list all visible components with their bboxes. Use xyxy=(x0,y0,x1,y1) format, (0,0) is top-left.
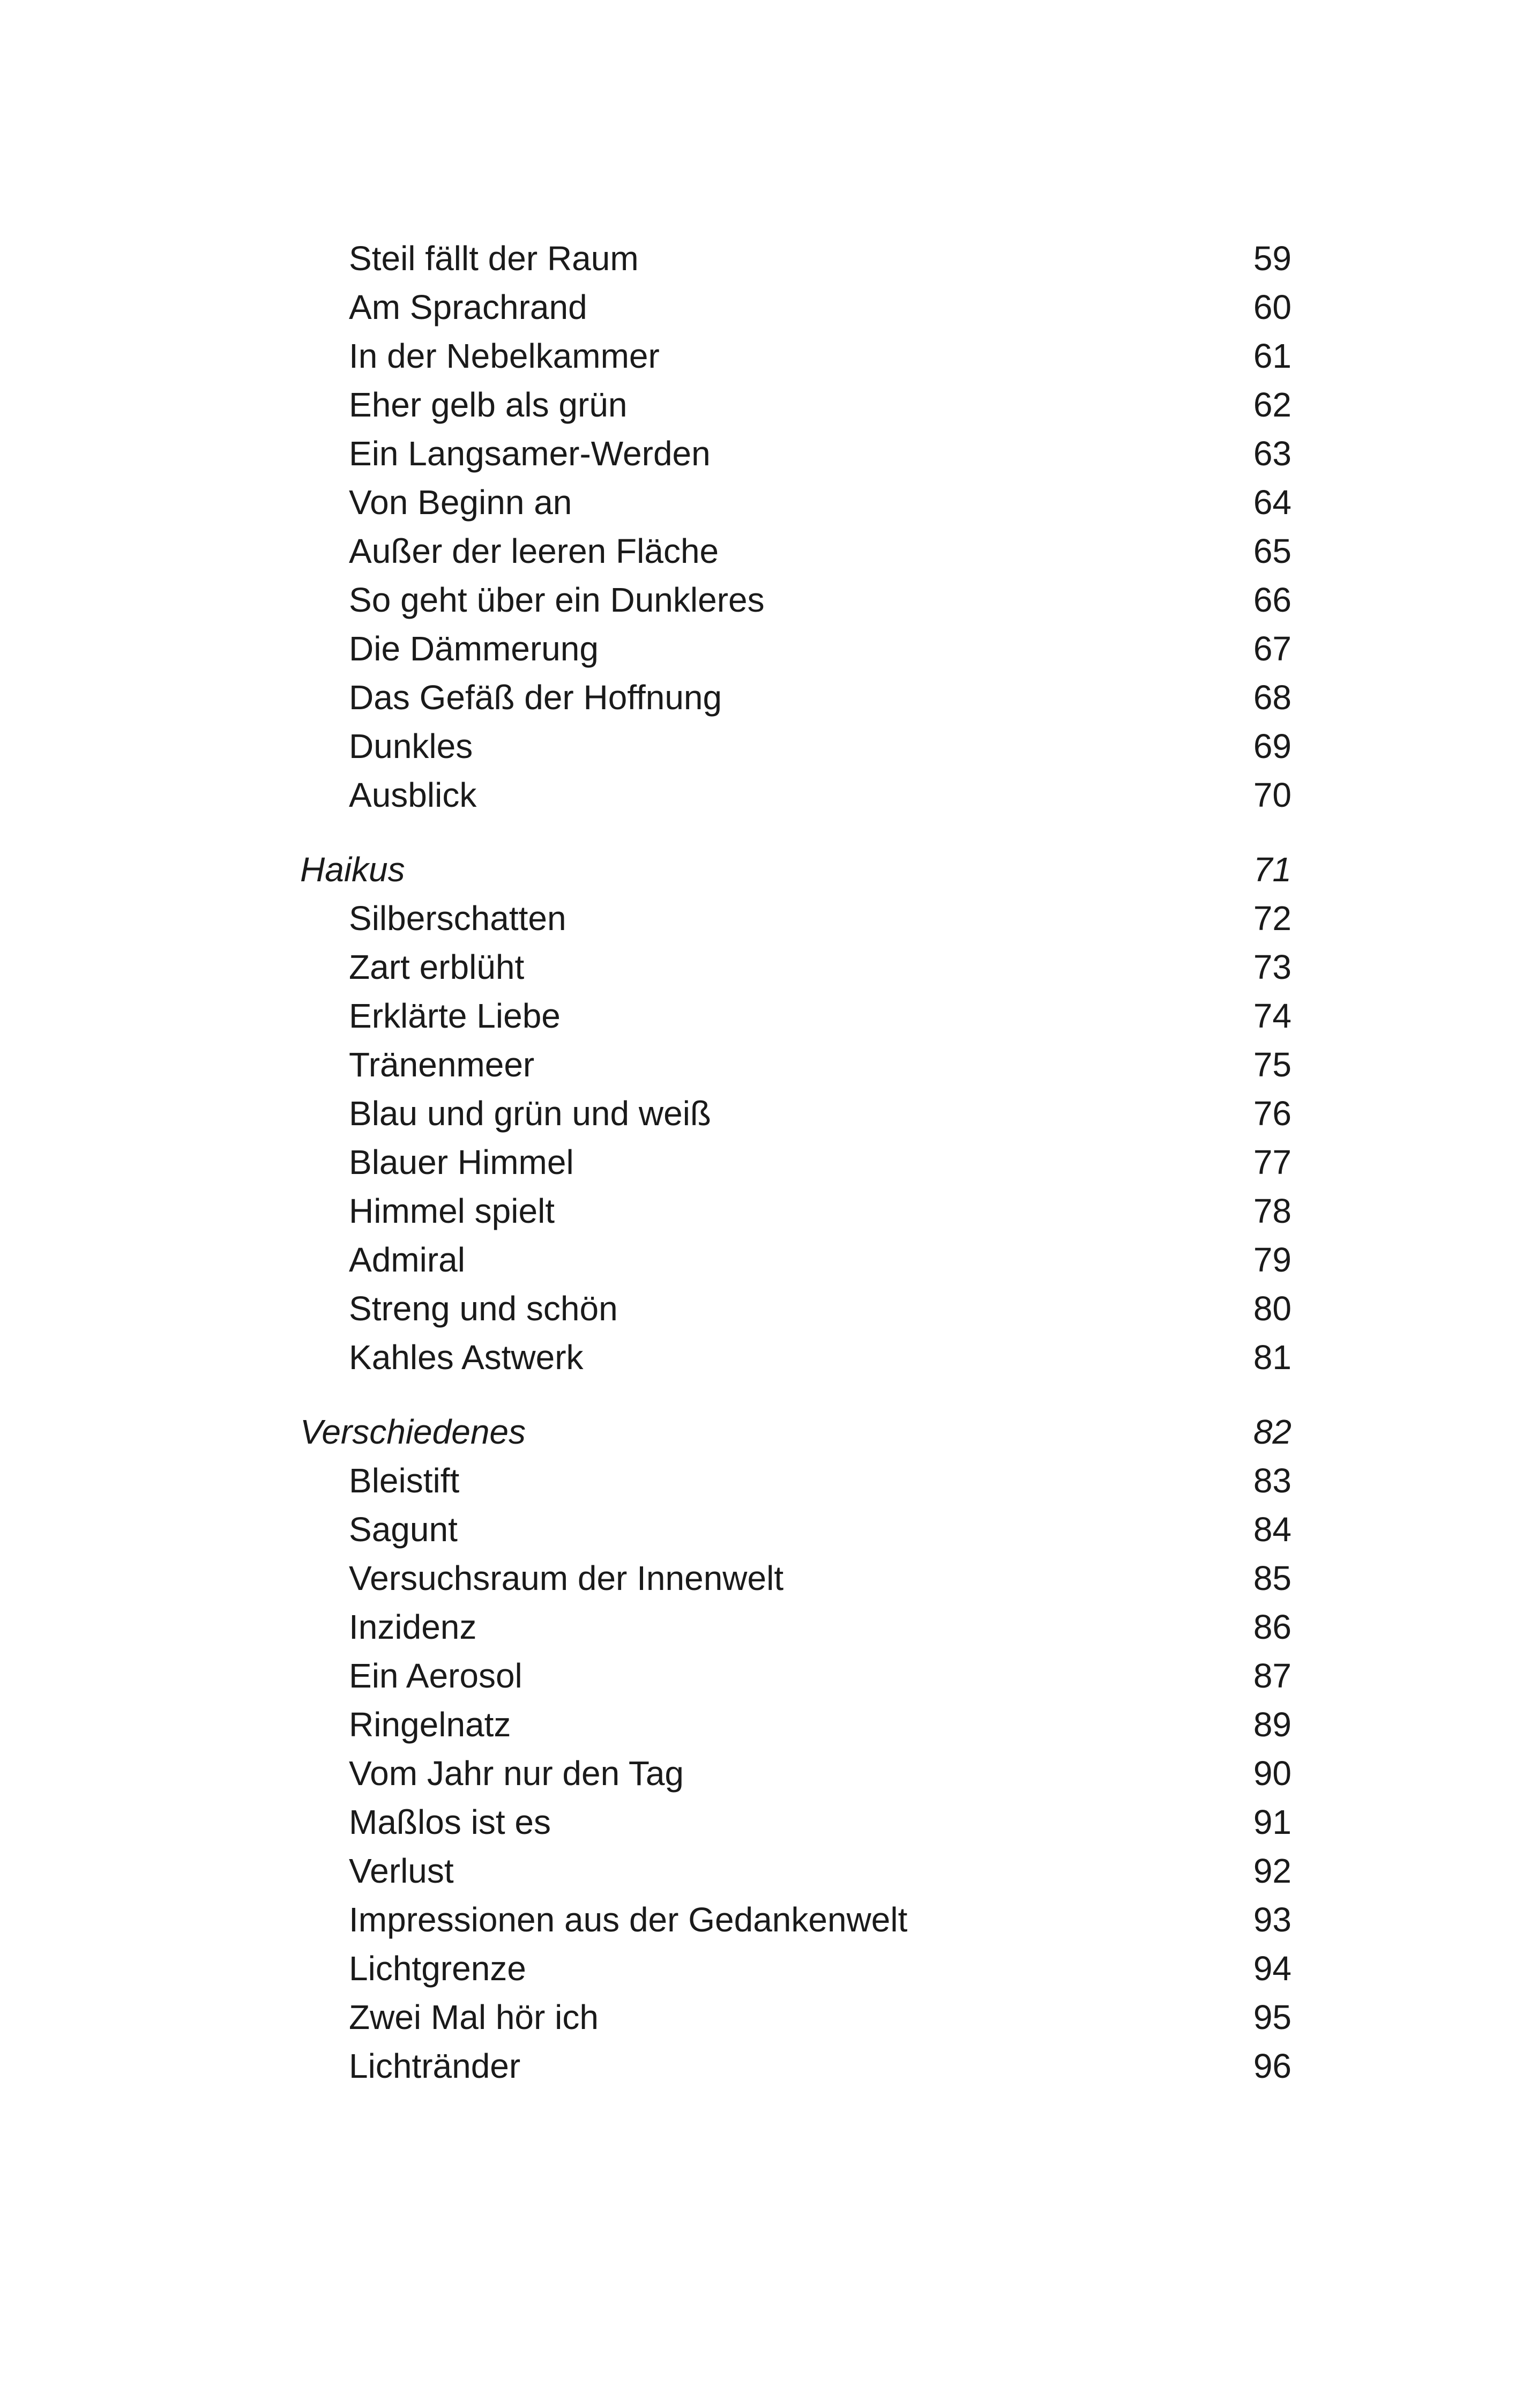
entry-title: Eher gelb als grün xyxy=(349,385,628,424)
toc-entry xyxy=(0,1603,1291,1652)
toc-entry xyxy=(0,1993,1291,2042)
entry-title: So geht über ein Dunkleres xyxy=(349,581,765,619)
entry-title: Bleistift xyxy=(349,1461,460,1500)
entry-page-number: 91 xyxy=(1253,1803,1291,1841)
entry-title: Zart erblüht xyxy=(349,948,525,986)
toc-section xyxy=(0,845,1291,1382)
toc-entry xyxy=(0,381,1291,429)
toc-section xyxy=(0,1408,1291,2091)
toc-entry xyxy=(0,992,1291,1041)
entry-page-number: 85 xyxy=(1253,1559,1291,1597)
entry-title: Außer der leeren Fläche xyxy=(349,532,719,570)
entry-title: Silberschatten xyxy=(349,899,566,938)
entry-title: Die Dämmerung xyxy=(349,629,599,668)
toc-entry xyxy=(0,894,1291,943)
toc-entry xyxy=(0,527,1291,576)
section-heading-title: Haikus xyxy=(300,850,405,889)
toc-entry xyxy=(0,234,1291,283)
entry-title: Versuchsraum der Innenwelt xyxy=(349,1559,784,1597)
entry-page-number: 92 xyxy=(1253,1852,1291,1890)
entry-page-number: 75 xyxy=(1253,1045,1291,1084)
toc-entry xyxy=(0,1847,1291,1896)
toc-entry xyxy=(0,429,1291,478)
entry-title: Ein Aerosol xyxy=(349,1656,522,1695)
entry-page-number: 94 xyxy=(1253,1949,1291,1988)
entry-page-number: 70 xyxy=(1253,776,1291,814)
toc-entry xyxy=(0,1896,1291,1944)
entry-title: Admiral xyxy=(349,1240,465,1279)
entry-page-number: 65 xyxy=(1253,532,1291,570)
entry-page-number: 81 xyxy=(1253,1338,1291,1377)
entry-page-number: 76 xyxy=(1253,1094,1291,1133)
entry-page-number: 95 xyxy=(1253,1998,1291,2037)
toc-entry xyxy=(0,478,1291,527)
entry-title: Himmel spielt xyxy=(349,1192,555,1230)
toc-entry xyxy=(0,722,1291,771)
entry-page-number: 61 xyxy=(1253,337,1291,375)
entry-title: Von Beginn an xyxy=(349,483,572,522)
entry-page-number: 89 xyxy=(1253,1705,1291,1744)
toc-entry xyxy=(0,1798,1291,1847)
table-of-contents xyxy=(0,234,1291,2091)
entry-title: Verlust xyxy=(349,1852,454,1890)
section-heading-page-number: 82 xyxy=(1253,1413,1291,1451)
toc-entry xyxy=(0,283,1291,332)
entry-title: Zwei Mal hör ich xyxy=(349,1998,599,2037)
entry-page-number: 93 xyxy=(1253,1900,1291,1939)
entry-title: Blau und grün und weiß xyxy=(349,1094,711,1133)
toc-entry xyxy=(0,1456,1291,1505)
toc-entry xyxy=(0,1505,1291,1554)
toc-entry xyxy=(0,771,1291,820)
entry-page-number: 83 xyxy=(1253,1461,1291,1500)
entry-title: Dunkles xyxy=(349,727,473,765)
section-heading xyxy=(0,1408,1291,1456)
entry-page-number: 68 xyxy=(1253,678,1291,717)
entry-title: Maßlos ist es xyxy=(349,1803,551,1841)
entry-page-number: 73 xyxy=(1253,948,1291,986)
toc-entry xyxy=(0,1652,1291,1700)
entry-title: Vom Jahr nur den Tag xyxy=(349,1754,684,1793)
toc-entry xyxy=(0,943,1291,992)
entry-title: Inzidenz xyxy=(349,1608,477,1646)
entry-title: Steil fällt der Raum xyxy=(349,239,639,278)
toc-entry xyxy=(0,625,1291,673)
section-heading-title: Verschiedenes xyxy=(300,1413,526,1451)
toc-entry xyxy=(0,2042,1291,2091)
toc-entry xyxy=(0,673,1291,722)
entry-page-number: 84 xyxy=(1253,1510,1291,1549)
entry-title: Impressionen aus der Gedankenwelt xyxy=(349,1900,908,1939)
entry-page-number: 78 xyxy=(1253,1192,1291,1230)
toc-entry xyxy=(0,1041,1291,1089)
entry-title: Ausblick xyxy=(349,776,477,814)
toc-entry xyxy=(0,1187,1291,1236)
entry-page-number: 69 xyxy=(1253,727,1291,765)
entry-title: Das Gefäß der Hoffnung xyxy=(349,678,722,717)
entry-title: Blauer Himmel xyxy=(349,1143,574,1181)
toc-entry xyxy=(0,1749,1291,1798)
entry-page-number: 77 xyxy=(1253,1143,1291,1181)
entry-page-number: 60 xyxy=(1253,288,1291,326)
toc-entry xyxy=(0,1089,1291,1138)
toc-entry xyxy=(0,1700,1291,1749)
entry-page-number: 62 xyxy=(1253,385,1291,424)
entry-title: Kahles Astwerk xyxy=(349,1338,584,1377)
entry-page-number: 63 xyxy=(1253,434,1291,473)
entry-page-number: 90 xyxy=(1253,1754,1291,1793)
toc-section xyxy=(0,234,1291,820)
entry-page-number: 66 xyxy=(1253,581,1291,619)
entry-title: In der Nebelkammer xyxy=(349,337,660,375)
toc-entry xyxy=(0,1236,1291,1284)
section-heading-page-number: 71 xyxy=(1253,850,1291,889)
entry-page-number: 72 xyxy=(1253,899,1291,938)
entry-page-number: 86 xyxy=(1253,1608,1291,1646)
toc-entry xyxy=(0,1333,1291,1382)
entry-page-number: 64 xyxy=(1253,483,1291,522)
toc-entry xyxy=(0,1554,1291,1603)
entry-page-number: 79 xyxy=(1253,1240,1291,1279)
entry-title: Sagunt xyxy=(349,1510,458,1549)
entry-title: Lichtgrenze xyxy=(349,1949,526,1988)
entry-title: Erklärte Liebe xyxy=(349,997,561,1035)
entry-page-number: 80 xyxy=(1253,1289,1291,1328)
entry-title: Streng und schön xyxy=(349,1289,618,1328)
entry-title: Lichtränder xyxy=(349,2047,521,2085)
section-heading xyxy=(0,845,1291,894)
entry-title: Ringelnatz xyxy=(349,1705,511,1744)
entry-title: Ein Langsamer-Werden xyxy=(349,434,711,473)
entry-page-number: 87 xyxy=(1253,1656,1291,1695)
entry-title: Am Sprachrand xyxy=(349,288,587,326)
toc-entry xyxy=(0,1944,1291,1993)
entry-page-number: 59 xyxy=(1253,239,1291,278)
entry-page-number: 96 xyxy=(1253,2047,1291,2085)
entry-page-number: 74 xyxy=(1253,997,1291,1035)
entry-page-number: 67 xyxy=(1253,629,1291,668)
toc-entry xyxy=(0,1138,1291,1187)
toc-entry xyxy=(0,1284,1291,1333)
entry-title: Tränenmeer xyxy=(349,1045,535,1084)
toc-entry xyxy=(0,576,1291,625)
toc-entry xyxy=(0,332,1291,381)
